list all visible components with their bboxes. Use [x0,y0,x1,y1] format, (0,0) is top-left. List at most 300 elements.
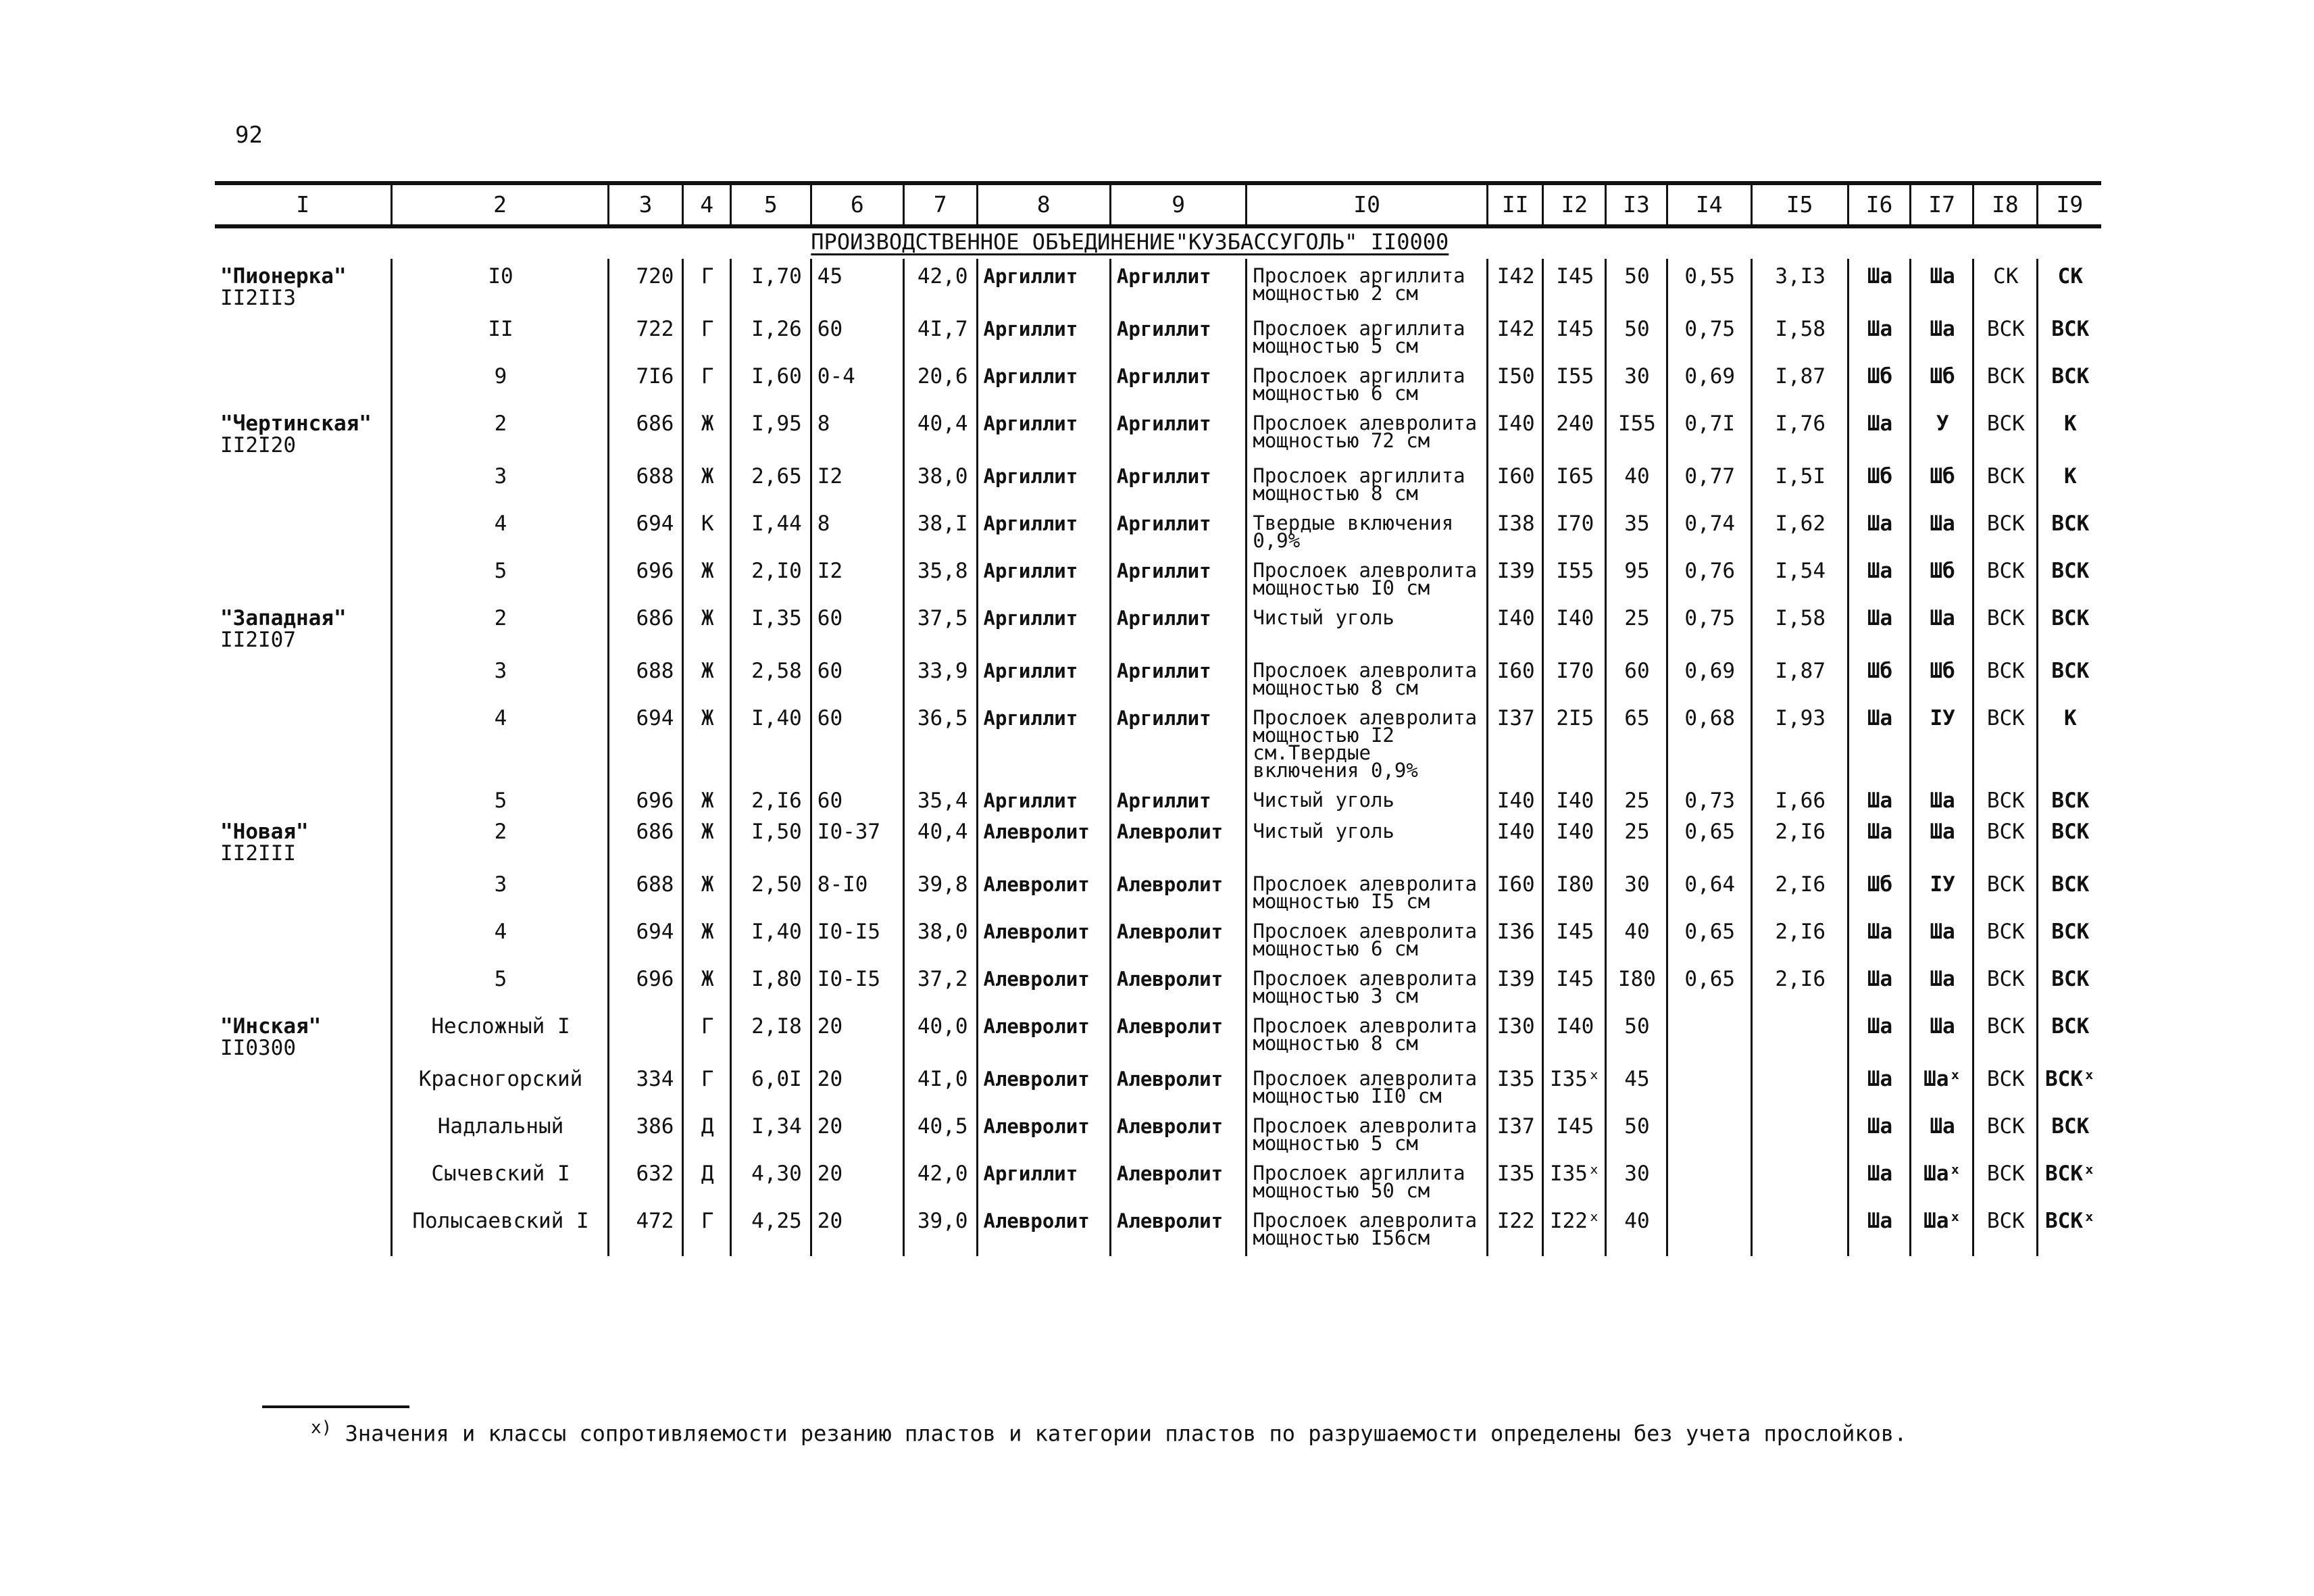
cell-col-14: 0,77 [1667,459,1751,506]
cell-col-11: I40 [1487,783,1543,814]
cell-col-8: Алевролит [977,814,1110,867]
cell-col-2: Надлальный [392,1109,608,1156]
cell-col-6: 20 [811,1062,903,1109]
cell-col-14: 0,69 [1667,359,1751,406]
mine-cell [215,506,392,553]
cell-col-17: У [1911,406,1973,459]
cell-col-10: Прослоек алевролита мощностью I2 см.Твердые включения 0,9% [1247,701,1488,783]
mine-name: "Новая" [220,820,309,844]
cell-col-18: ВСК [1973,1203,2038,1256]
cell-col-2: 4 [392,506,608,553]
cell-col-7: 38,I [903,506,977,553]
cell-col-18: ВСК [1973,601,2038,653]
cell-col-11: I35 [1487,1062,1543,1109]
cell-col-10: Прослоек аргиллита мощностью 5 см [1247,311,1488,359]
mine-cell [215,653,392,701]
cell-col-18: ВСК [1973,867,2038,914]
cell-col-5: 2,I8 [730,1009,811,1062]
cell-col-12: I55 [1543,359,1606,406]
cell-col-13: 60 [1606,653,1667,701]
cell-col-8: Алевролит [977,867,1110,914]
cell-col-12: I22ˣ [1543,1203,1606,1256]
cell-col-16: Ша [1848,259,1911,311]
cell-col-14: 0,65 [1667,814,1751,867]
cell-col-17: Шб [1911,653,1973,701]
cell-col-19: ВСК [2037,962,2101,1009]
cell-col-3: 688 [608,867,683,914]
cell-col-11: I42 [1487,259,1543,311]
cell-col-14: 0,65 [1667,962,1751,1009]
cell-col-8: Алевролит [977,1109,1110,1156]
cell-col-9: Аргиллит [1110,506,1246,553]
cell-col-15: I,58 [1751,311,1848,359]
column-header-4: 4 [683,183,731,226]
cell-col-14: 0,69 [1667,653,1751,701]
cell-col-10: Прослоек аргиллита мощностью 50 см [1247,1156,1488,1203]
cell-col-18: ВСК [1973,914,2038,962]
coal-seam-table [215,181,2101,1256]
cell-col-5: 2,I6 [730,783,811,814]
cell-col-10: Твердые включения 0,9% [1247,506,1488,553]
header-row [215,183,2101,226]
section-row [215,226,2101,259]
cell-col-10: Прослоек алевролита мощностью 6 см [1247,914,1488,962]
cell-col-3: 686 [608,601,683,653]
table-row [215,701,2101,783]
cell-col-7: 36,5 [903,701,977,783]
cell-col-4: Ж [683,459,731,506]
cell-col-15: I,93 [1751,701,1848,783]
cell-col-18: ВСК [1973,1109,2038,1156]
cell-col-7: 39,0 [903,1203,977,1256]
cell-col-13: 45 [1606,1062,1667,1109]
cell-col-19: ВСК [2037,311,2101,359]
cell-col-10: Прослоек аргиллита мощностью 8 см [1247,459,1488,506]
cell-col-16: Ша [1848,1009,1911,1062]
column-header-9: 9 [1110,183,1246,226]
cell-col-10: Чистый уголь [1247,783,1488,814]
cell-col-16: Ша [1848,1203,1911,1256]
cell-col-18: ВСК [1973,459,2038,506]
cell-col-15: 2,I6 [1751,914,1848,962]
cell-col-2: 2 [392,406,608,459]
column-header-7: 7 [903,183,977,226]
cell-col-3: 696 [608,553,683,601]
cell-col-3: 386 [608,1109,683,1156]
cell-col-19: СК [2037,259,2101,311]
cell-col-11: I37 [1487,701,1543,783]
cell-col-8: Аргиллит [977,653,1110,701]
cell-col-9: Аргиллит [1110,359,1246,406]
cell-col-5: 4,30 [730,1156,811,1203]
cell-col-5: 2,50 [730,867,811,914]
cell-col-13: 50 [1606,1009,1667,1062]
cell-col-19: ВСК [2037,783,2101,814]
cell-col-7: 42,0 [903,259,977,311]
cell-col-4: Ж [683,867,731,914]
mine-name: "Чертинская" [220,412,372,436]
cell-col-11: I39 [1487,962,1543,1009]
cell-col-15: I,76 [1751,406,1848,459]
cell-col-4: Д [683,1109,731,1156]
cell-col-6: 0-4 [811,359,903,406]
cell-col-14 [1667,1156,1751,1203]
cell-col-4: Г [683,1203,731,1256]
cell-col-14: 0,65 [1667,914,1751,962]
cell-col-13: 50 [1606,1109,1667,1156]
cell-col-11: I37 [1487,1109,1543,1156]
cell-col-6: 60 [811,701,903,783]
column-header-2: 2 [392,183,608,226]
cell-col-7: 38,0 [903,459,977,506]
cell-col-7: 4I,7 [903,311,977,359]
cell-col-14: 0,75 [1667,601,1751,653]
cell-col-10: Прослоек алевролита мощностью I0 см [1247,553,1488,601]
cell-col-13: 50 [1606,259,1667,311]
cell-col-18: ВСК [1973,553,2038,601]
cell-col-2: Полысаевский I [392,1203,608,1256]
cell-col-19: ВСКˣ [2037,1203,2101,1256]
cell-col-6: 20 [811,1156,903,1203]
column-header-17: I7 [1911,183,1973,226]
cell-col-19: ВСКˣ [2037,1062,2101,1109]
cell-col-12: I45 [1543,914,1606,962]
cell-col-14: 0,74 [1667,506,1751,553]
cell-col-16: Ша [1848,311,1911,359]
cell-col-14 [1667,1062,1751,1109]
cell-col-14: 0,55 [1667,259,1751,311]
section-cell [811,226,1487,259]
mine-cell [215,962,392,1009]
cell-col-6: 8 [811,506,903,553]
cell-col-7: 39,8 [903,867,977,914]
cell-col-14 [1667,1203,1751,1256]
cell-col-13: 35 [1606,506,1667,553]
cell-col-16: Ша [1848,962,1911,1009]
cell-col-6: I2 [811,553,903,601]
mine-name: "Инская" [220,1014,322,1039]
column-header-14: I4 [1667,183,1751,226]
cell-col-19: К [2037,459,2101,506]
cell-col-8: Аргиллит [977,459,1110,506]
cell-col-13: 25 [1606,601,1667,653]
cell-col-4: Ж [683,814,731,867]
cell-col-19: К [2037,406,2101,459]
column-header-5: 5 [730,183,811,226]
cell-col-7: 20,6 [903,359,977,406]
cell-col-16: Ша [1848,406,1911,459]
cell-col-18: СК [1973,259,2038,311]
cell-col-18: ВСК [1973,506,2038,553]
cell-col-9: Алевролит [1110,1009,1246,1062]
cell-col-17: Шаˣ [1911,1203,1973,1256]
cell-col-17: Ша [1911,1009,1973,1062]
cell-col-4: Ж [683,553,731,601]
cell-col-6: 8 [811,406,903,459]
cell-col-7: 35,4 [903,783,977,814]
cell-col-17: Шб [1911,553,1973,601]
footnote [311,1418,1907,1447]
cell-col-17: Ша [1911,311,1973,359]
mine-cell [215,1109,392,1156]
cell-col-8: Алевролит [977,1009,1110,1062]
table-row [215,1062,2101,1109]
cell-col-12: I70 [1543,653,1606,701]
mine-cell [215,867,392,914]
cell-col-19: ВСК [2037,814,2101,867]
column-header-10: I0 [1247,183,1488,226]
cell-col-17: Шб [1911,359,1973,406]
cell-col-5: 2,58 [730,653,811,701]
cell-col-4: Г [683,1062,731,1109]
cell-col-18: ВСК [1973,783,2038,814]
cell-col-14: 0,7I [1667,406,1751,459]
cell-col-15: I,58 [1751,601,1848,653]
cell-col-16: Шб [1848,867,1911,914]
table-row [215,962,2101,1009]
cell-col-4: Г [683,259,731,311]
cell-col-14: 0,73 [1667,783,1751,814]
cell-col-11: I35 [1487,1156,1543,1203]
cell-col-12: I40 [1543,814,1606,867]
cell-col-19: ВСК [2037,867,2101,914]
table-row [215,259,2101,311]
cell-col-9: Алевролит [1110,1062,1246,1109]
cell-col-7: 38,0 [903,914,977,962]
cell-col-15: I,87 [1751,653,1848,701]
cell-col-2: Сычевский I [392,1156,608,1203]
cell-col-16: Ша [1848,1109,1911,1156]
cell-col-9: Аргиллит [1110,553,1246,601]
cell-col-5: I,60 [730,359,811,406]
cell-col-17: Ша [1911,914,1973,962]
cell-col-15: 2,I6 [1751,814,1848,867]
cell-col-6: 60 [811,653,903,701]
cell-col-19: ВСК [2037,506,2101,553]
cell-col-7: 40,5 [903,1109,977,1156]
cell-col-5: 2,I0 [730,553,811,601]
cell-col-6: 60 [811,601,903,653]
cell-col-17: Шаˣ [1911,1156,1973,1203]
column-header-8: 8 [977,183,1110,226]
mine-cell [215,914,392,962]
cell-col-2: 2 [392,601,608,653]
cell-col-15 [1751,1109,1848,1156]
mine-code: II2II3 [220,286,296,310]
cell-col-8: Аргиллит [977,1156,1110,1203]
mine-cell [215,406,392,459]
table-row [215,553,2101,601]
cell-col-13: I80 [1606,962,1667,1009]
cell-col-9: Алевролит [1110,1109,1246,1156]
cell-col-17: Ша [1911,1109,1973,1156]
mine-cell [215,1156,392,1203]
cell-col-7: 37,2 [903,962,977,1009]
cell-col-11: I60 [1487,867,1543,914]
table-row [215,783,2101,814]
cell-col-2: 5 [392,962,608,1009]
cell-col-12: I80 [1543,867,1606,914]
cell-col-5: 6,0I [730,1062,811,1109]
cell-col-9: Аргиллит [1110,701,1246,783]
cell-col-16: Шб [1848,459,1911,506]
mine-cell [215,1062,392,1109]
cell-col-4: К [683,506,731,553]
cell-col-10: Прослоек алевролита мощностью 8 см [1247,1009,1488,1062]
cell-col-6: 60 [811,783,903,814]
cell-col-3: 686 [608,406,683,459]
table-row [215,459,2101,506]
mine-cell [215,1203,392,1256]
cell-col-14: 0,64 [1667,867,1751,914]
cell-col-2: Красногорский [392,1062,608,1109]
cell-col-18: ВСК [1973,1009,2038,1062]
cell-col-8: Аргиллит [977,553,1110,601]
cell-col-16: Ша [1848,1156,1911,1203]
mine-cell [215,1009,392,1062]
cell-col-10: Прослоек аргиллита мощностью 2 см [1247,259,1488,311]
cell-col-6: I0-37 [811,814,903,867]
cell-col-4: Ж [683,962,731,1009]
cell-col-12: 240 [1543,406,1606,459]
cell-col-17: Ша [1911,814,1973,867]
cell-col-3 [608,1009,683,1062]
table-row [215,1009,2101,1062]
cell-col-13: 30 [1606,1156,1667,1203]
column-header-6: 6 [811,183,903,226]
cell-col-10: Чистый уголь [1247,814,1488,867]
footnote-divider [262,1405,409,1408]
cell-col-7: 4I,0 [903,1062,977,1109]
cell-col-11: I40 [1487,601,1543,653]
cell-col-10: Прослоек алевролита мощностью II0 см [1247,1062,1488,1109]
cell-col-9: Аргиллит [1110,259,1246,311]
cell-col-5: I,50 [730,814,811,867]
footnote-text: Значения и классы сопротивляемости резанию пластов и категории пластов по разрушаемости определены без учета прослойков. [345,1420,1907,1447]
cell-col-6: 20 [811,1109,903,1156]
cell-col-5: I,40 [730,914,811,962]
cell-col-8: Аргиллит [977,506,1110,553]
table-row [215,814,2101,867]
table-row [215,1156,2101,1203]
column-header-11: II [1487,183,1543,226]
cell-col-10: Прослоек алевролита мощностью 5 см [1247,1109,1488,1156]
cell-col-17: Ша [1911,506,1973,553]
table-body [215,226,2101,1256]
table-row [215,1203,2101,1256]
mine-cell [215,783,392,814]
column-header-16: I6 [1848,183,1911,226]
cell-col-9: Алевролит [1110,1156,1246,1203]
cell-col-12: I45 [1543,259,1606,311]
column-header-18: I8 [1973,183,2038,226]
cell-col-2: 2 [392,814,608,867]
cell-col-2: 3 [392,867,608,914]
cell-col-8: Алевролит [977,962,1110,1009]
cell-col-6: 45 [811,259,903,311]
cell-col-16: Шб [1848,653,1911,701]
cell-col-6: 8-I0 [811,867,903,914]
cell-col-16: Ша [1848,506,1911,553]
cell-col-4: Г [683,1009,731,1062]
cell-col-3: 694 [608,701,683,783]
table-row [215,653,2101,701]
cell-col-4: Ж [683,601,731,653]
column-header-15: I5 [1751,183,1848,226]
mine-cell [215,311,392,359]
cell-col-11: I40 [1487,814,1543,867]
cell-col-5: I,44 [730,506,811,553]
cell-col-8: Аргиллит [977,601,1110,653]
cell-col-10: Прослоек аргиллита мощностью 6 см [1247,359,1488,406]
cell-col-13: 40 [1606,1203,1667,1256]
cell-col-12: I40 [1543,1009,1606,1062]
cell-col-9: Алевролит [1110,914,1246,962]
cell-col-12: I40 [1543,783,1606,814]
cell-col-7: 40,4 [903,406,977,459]
table-row [215,506,2101,553]
cell-col-11: I30 [1487,1009,1543,1062]
mine-cell [215,459,392,506]
cell-col-3: 722 [608,311,683,359]
cell-col-6: 20 [811,1203,903,1256]
table-row [215,311,2101,359]
mine-code: II0300 [220,1036,296,1060]
cell-col-5: 4,25 [730,1203,811,1256]
cell-col-14: 0,76 [1667,553,1751,601]
cell-col-11: I60 [1487,459,1543,506]
section-title: ПРОИЗВОДСТВЕННОЕ ОБЪЕДИНЕНИЕ"КУЗБАССУГОЛЬ" II0000 [811,229,1449,255]
cell-col-10: Прослоек алевролита мощностью 72 см [1247,406,1488,459]
cell-col-9: Алевролит [1110,1203,1246,1256]
cell-col-3: 720 [608,259,683,311]
cell-col-3: 694 [608,914,683,962]
cell-col-18: ВСК [1973,814,2038,867]
column-header-3: 3 [608,183,683,226]
cell-col-5: I,26 [730,311,811,359]
cell-col-13: 65 [1606,701,1667,783]
cell-col-14: 0,68 [1667,701,1751,783]
cell-col-3: 688 [608,653,683,701]
cell-col-3: 694 [608,506,683,553]
mine-name: "Пионерка" [220,264,347,289]
cell-col-12: I70 [1543,506,1606,553]
cell-col-18: ВСК [1973,359,2038,406]
cell-col-12: I35ˣ [1543,1062,1606,1109]
cell-col-2: Несложный I [392,1009,608,1062]
cell-col-15: 2,I6 [1751,962,1848,1009]
cell-col-10: Чистый уголь [1247,601,1488,653]
cell-col-18: ВСК [1973,311,2038,359]
cell-col-12: I40 [1543,601,1606,653]
cell-col-5: I,40 [730,701,811,783]
cell-col-10: Прослоек алевролита мощностью 8 см [1247,653,1488,701]
mine-code: II2I07 [220,628,296,652]
cell-col-17: Ша [1911,259,1973,311]
cell-col-19: ВСК [2037,1109,2101,1156]
cell-col-5: I,34 [730,1109,811,1156]
cell-col-2: II [392,311,608,359]
mine-cell [215,553,392,601]
cell-col-15 [1751,1009,1848,1062]
cell-col-17: Шаˣ [1911,1062,1973,1109]
cell-col-12: I65 [1543,459,1606,506]
cell-col-18: ВСК [1973,406,2038,459]
cell-col-19: ВСКˣ [2037,1156,2101,1203]
cell-col-18: ВСК [1973,653,2038,701]
cell-col-11: I36 [1487,914,1543,962]
cell-col-17: Ша [1911,601,1973,653]
